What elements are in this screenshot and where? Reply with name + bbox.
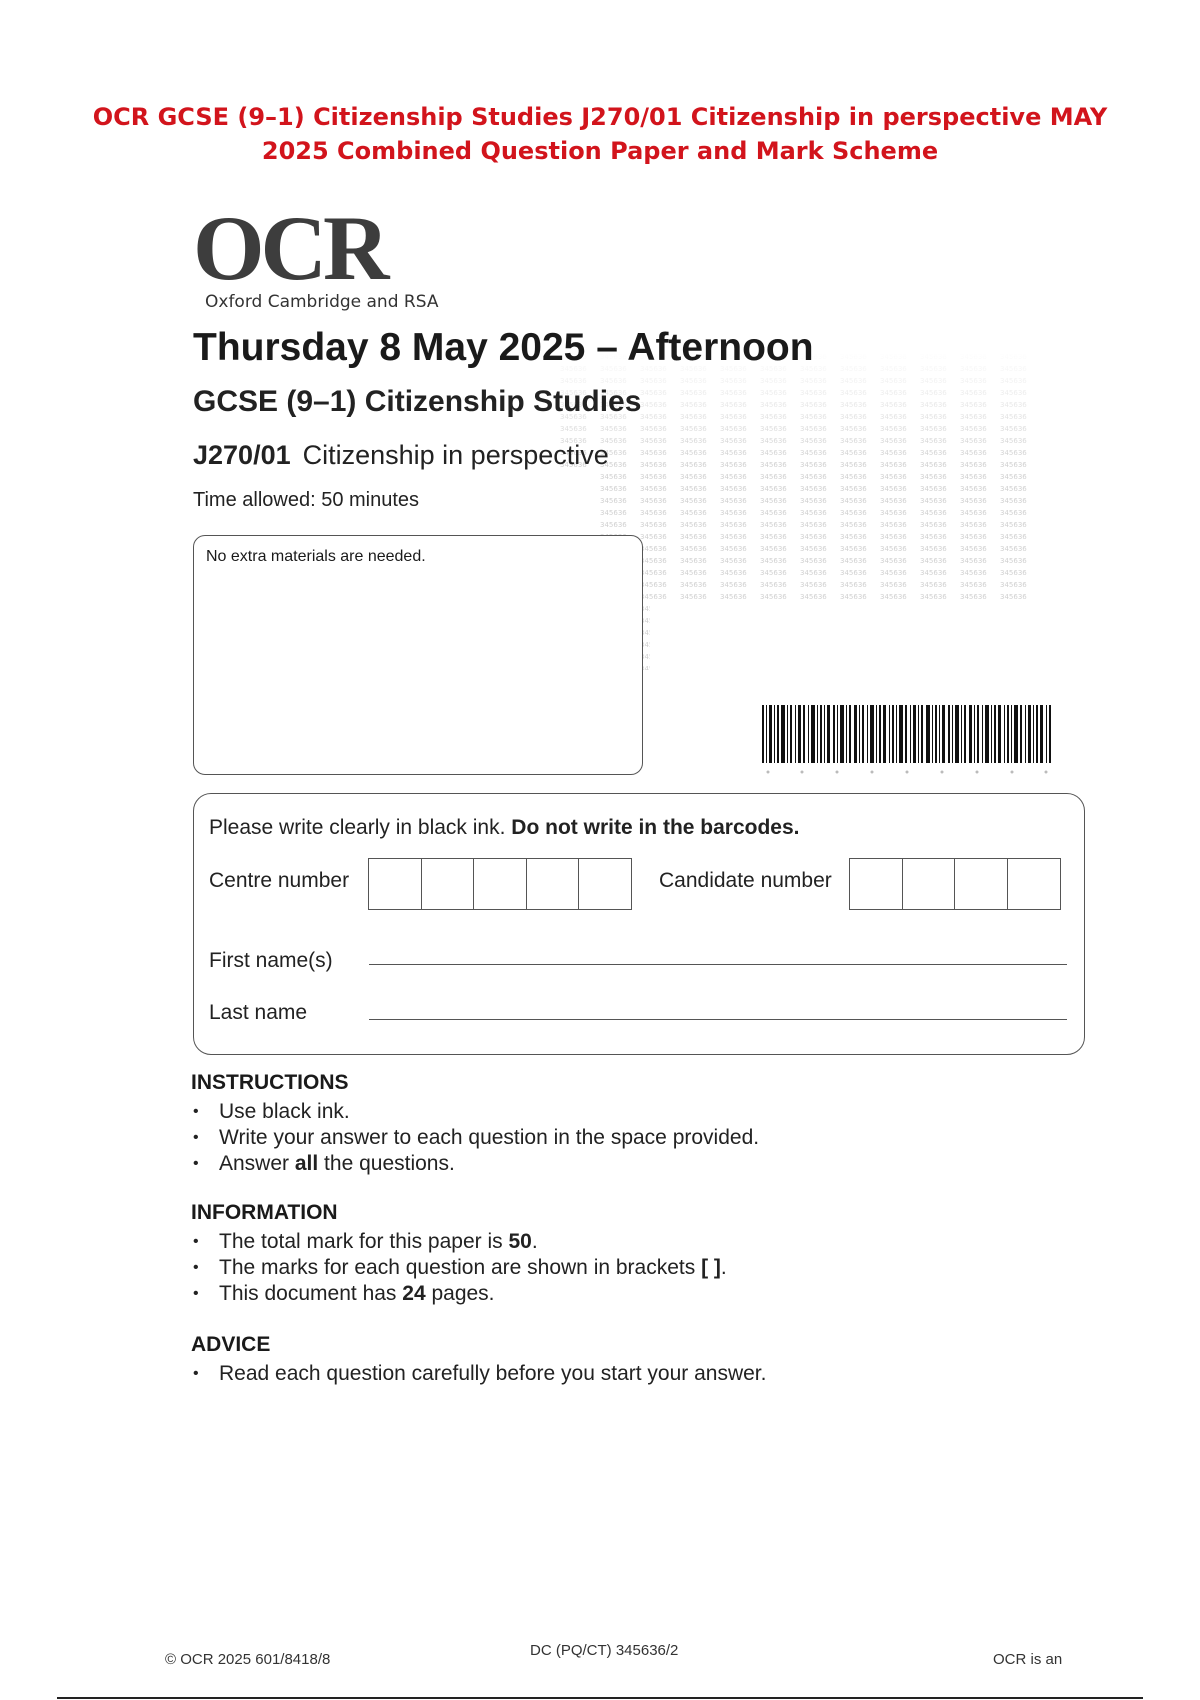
exam-date: Thursday 8 May 2025 – Afternoon [193,326,814,369]
instructions-section [191,1071,759,1177]
information-bold: [ ] [701,1256,721,1279]
information-text: The total mark for this paper is [219,1230,509,1253]
information-bold: 24 [402,1282,426,1305]
list-item [191,1099,759,1125]
centre-number-cell[interactable] [421,858,475,910]
last-name-label: Last name [209,1001,308,1024]
instructions-list [191,1099,759,1177]
exam-subject: GCSE (9–1) Citizenship Studies [193,385,642,418]
advice-section [191,1333,766,1387]
information-text: The marks for each question are shown in brackets [219,1256,702,1279]
centre-number-boxes [368,858,631,910]
last-name-line[interactable] [369,1019,1067,1020]
time-allowed: Time allowed: 50 minutes [193,489,420,511]
instructions-heading: INSTRUCTIONS [191,1071,349,1094]
instruction-text: Write your answer to each question in the space provided. [219,1126,760,1149]
exam-paper-title: Citizenship in perspective [302,440,609,470]
centre-number-cell[interactable] [473,858,527,910]
list-item [191,1151,759,1177]
candidate-number-cell[interactable] [954,858,1008,910]
instruction-text: Answer [219,1152,295,1175]
candidate-number-label: Candidate number [659,869,832,892]
candidate-number-cell[interactable] [1007,858,1061,910]
materials-text: No extra materials are needed. [206,548,426,565]
list-item [191,1229,727,1255]
candidate-number-cell[interactable] [902,858,956,910]
information-text: . [720,1256,727,1279]
candidate-number-cell[interactable] [849,858,903,910]
ocr-logo-mark: OCR [193,197,386,299]
candidate-number-boxes [849,858,1059,910]
footer-divider [57,1697,1143,1699]
advice-heading: ADVICE [191,1333,271,1356]
banner-line-2: 2025 Combined Question Paper and Mark Scheme [261,137,939,165]
candidate-instruction-bold: Do not write in the barcodes. [511,816,800,839]
information-text: pages. [425,1282,495,1305]
footer-copyright: © OCR 2025 601/8418/8 [165,1651,331,1668]
centre-number-cell[interactable] [526,858,580,910]
advice-text: Read each question carefully before you start your answer. [219,1362,767,1385]
instruction-text: Use black ink. [219,1100,350,1123]
information-text: . [531,1230,538,1253]
information-text: This document has [219,1282,403,1305]
instruction-text: the questions. [318,1152,455,1175]
information-heading: INFORMATION [191,1201,338,1224]
list-item [191,1255,727,1281]
materials-box [193,535,643,775]
candidate-details-box [193,793,1085,1055]
candidate-instruction [209,816,800,840]
banner-line-1: OCR GCSE (9–1) Citizenship Studies J270/01 Citizenship in perspective MAY [92,103,1108,131]
exam-code: J270/01 [193,440,291,470]
centre-number-cell[interactable] [368,858,422,910]
first-name-line[interactable] [369,964,1067,965]
candidate-instruction-text: Please write clearly in black ink. [209,816,512,839]
list-item [191,1125,759,1151]
information-list [191,1229,727,1307]
exam-paper-line [193,440,609,471]
ocr-logo-subtitle: Oxford Cambridge and RSA [205,292,439,312]
list-item [191,1361,766,1387]
barcode [762,705,1052,777]
ocr-logo [193,197,439,312]
centre-number-label: Centre number [209,869,350,892]
document-banner [60,100,1140,168]
list-item [191,1281,727,1307]
footer-note: OCR is an [993,1651,1063,1668]
centre-number-cell[interactable] [578,858,632,910]
information-bold: 50 [508,1230,532,1253]
advice-list [191,1361,766,1387]
footer-document-code: DC (PQ/CT) 345636/2 [530,1642,679,1659]
information-section [191,1201,727,1307]
instruction-bold: all [294,1152,319,1175]
first-name-label: First name(s) [209,949,333,972]
